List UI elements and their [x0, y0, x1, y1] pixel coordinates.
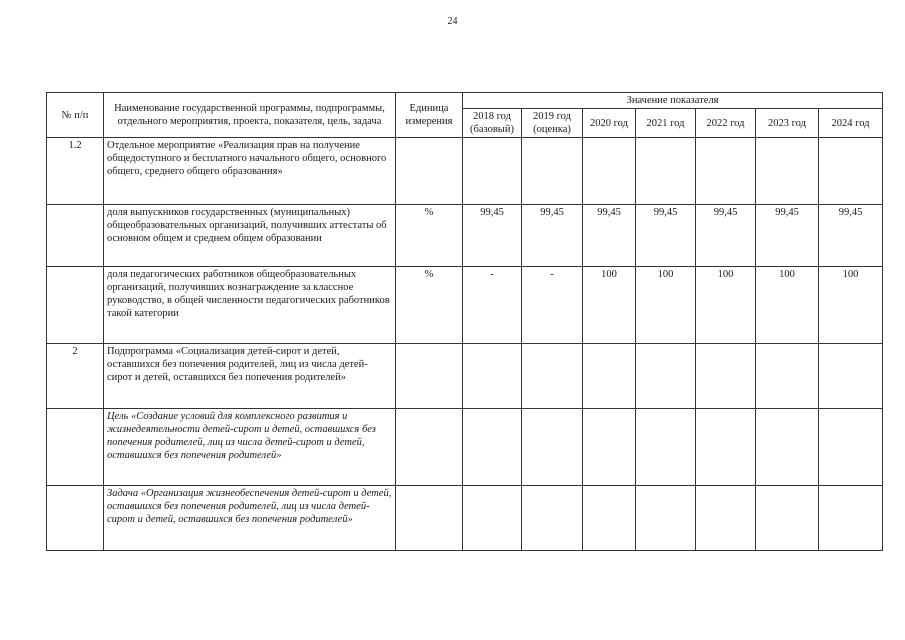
row-number	[47, 267, 104, 344]
header-num: № п/п	[47, 93, 104, 138]
row-value: 99,45	[636, 205, 696, 267]
header-year: 2021 год	[636, 109, 696, 138]
row-value	[819, 344, 883, 409]
table-row	[47, 138, 883, 205]
row-value	[522, 138, 583, 205]
row-value	[583, 486, 636, 551]
row-number: 1.2	[47, 138, 104, 205]
header-name: Наименование государственной программы, подпрограммы, отдельного мероприятия, проекта, показателя, цель, задача	[104, 93, 396, 138]
row-value	[819, 409, 883, 486]
row-unit	[396, 486, 463, 551]
page-number: 24	[447, 16, 458, 27]
row-name: Подпрограмма «Социализация детей-сирот и детей, оставшихся без попечения родителей, лиц из числа детей-сирот и детей, оставшихся без попечения родителей»	[104, 344, 396, 409]
row-value: 99,45	[819, 205, 883, 267]
row-value	[756, 138, 819, 205]
row-value	[696, 138, 756, 205]
row-value: 99,45	[463, 205, 522, 267]
row-value: 99,45	[756, 205, 819, 267]
row-name: доля педагогических работников общеобразовательных организаций, получивших вознаграждение за классное руководство, в общей численности педагогических работников такой категории	[104, 267, 396, 344]
row-value: 100	[819, 267, 883, 344]
row-value	[696, 409, 756, 486]
row-value: -	[463, 267, 522, 344]
row-value	[636, 486, 696, 551]
row-name: доля выпускников государственных (муниципальных) общеобразовательных организаций, получивших аттестаты об основном общем и среднем общем образовании	[104, 205, 396, 267]
row-unit	[396, 409, 463, 486]
row-value: 100	[636, 267, 696, 344]
table-row	[47, 344, 883, 409]
row-name: Цель «Создание условий для комплексного развития и жизнедеятельности детей-сирот и детей, оставшихся без попечения родителей, лиц из числа детей-сирот и детей, оставшихся без попечения родителей»	[104, 409, 396, 486]
row-unit	[396, 138, 463, 205]
row-value: 99,45	[696, 205, 756, 267]
row-value	[696, 344, 756, 409]
row-value	[636, 344, 696, 409]
table-row	[47, 267, 883, 344]
row-unit: %	[396, 267, 463, 344]
row-value	[522, 344, 583, 409]
header-year: 2023 год	[756, 109, 819, 138]
row-value	[522, 486, 583, 551]
row-value: 99,45	[522, 205, 583, 267]
row-value	[463, 486, 522, 551]
table-row	[47, 205, 883, 267]
row-value	[636, 409, 696, 486]
row-unit	[396, 344, 463, 409]
row-value	[696, 486, 756, 551]
row-value	[463, 344, 522, 409]
row-value	[819, 138, 883, 205]
row-value	[756, 409, 819, 486]
row-unit: %	[396, 205, 463, 267]
row-value	[463, 409, 522, 486]
table-row	[47, 486, 883, 551]
row-value	[756, 344, 819, 409]
row-number	[47, 486, 104, 551]
header-row-1	[47, 93, 883, 109]
header-year: 2024 год	[819, 109, 883, 138]
row-value: 100	[756, 267, 819, 344]
header-value-group: Значение показателя	[463, 93, 883, 109]
row-name: Задача «Организация жизнеобеспечения детей-сирот и детей, оставшихся без попечения родителей, лиц из числа детей-сирот и детей, оставшихся без попечения родителей»	[104, 486, 396, 551]
header-year: 2019 год (оценка)	[522, 109, 583, 138]
header-year: 2018 год (базовый)	[463, 109, 522, 138]
row-value	[819, 486, 883, 551]
row-value: 100	[583, 267, 636, 344]
row-value	[583, 138, 636, 205]
table-row	[47, 409, 883, 486]
row-value: 100	[696, 267, 756, 344]
row-number	[47, 409, 104, 486]
row-value	[583, 409, 636, 486]
row-value: -	[522, 267, 583, 344]
row-value	[583, 344, 636, 409]
header-unit: Единица измерения	[396, 93, 463, 138]
row-number: 2	[47, 344, 104, 409]
row-value: 99,45	[583, 205, 636, 267]
row-value	[636, 138, 696, 205]
row-number	[47, 205, 104, 267]
row-value	[522, 409, 583, 486]
row-value	[756, 486, 819, 551]
table-body	[47, 138, 883, 551]
row-value	[463, 138, 522, 205]
header-year: 2020 год	[583, 109, 636, 138]
row-name: Отдельное мероприятие «Реализация прав на получение общедоступного и бесплатного начального общего, основного общего, среднего общего образования»	[104, 138, 396, 205]
header-year: 2022 год	[696, 109, 756, 138]
indicators-table	[46, 92, 883, 551]
